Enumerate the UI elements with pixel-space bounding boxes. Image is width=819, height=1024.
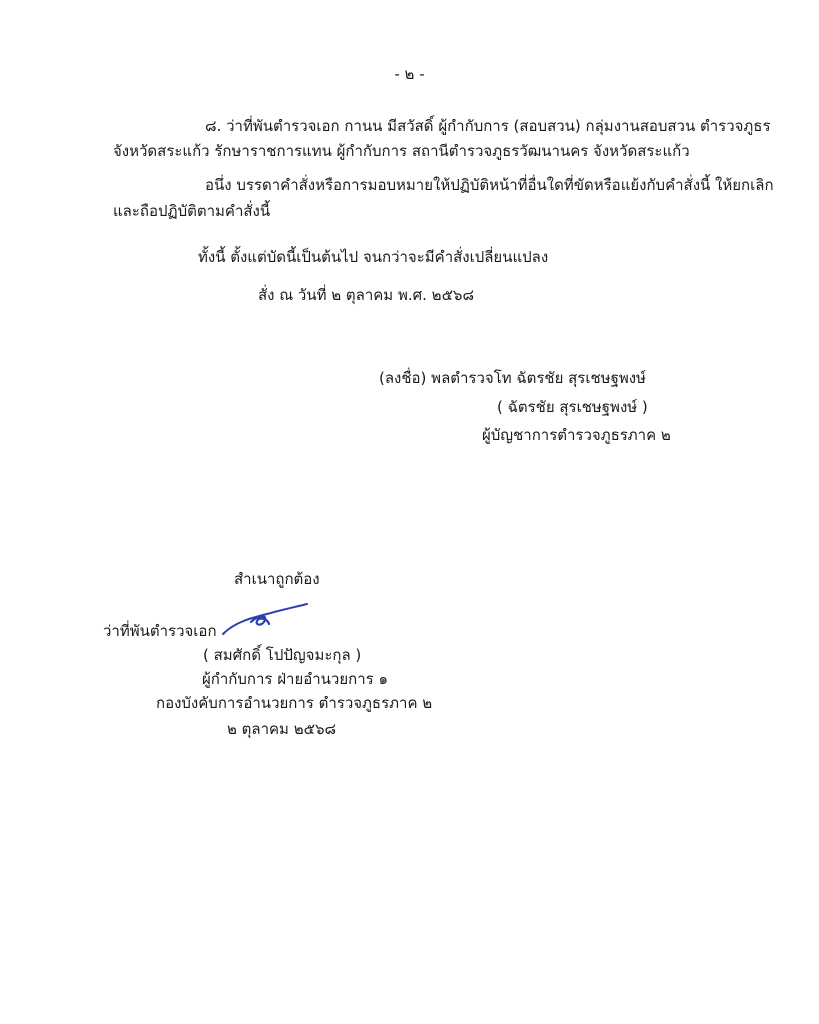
page-number: - ๒ - [394,65,425,83]
signatory-name: ( ฉัตรชัย สุรเชษฐพงษ์ ) [497,398,648,416]
signatory-position: ผู้บัญชาการตำรวจภูธรภาค ๒ [482,426,671,444]
signatory-signed-line: (ลงชื่อ) พลตำรวจโท ฉัตรชัย สุรเชษฐพงษ์ [379,369,646,387]
certified-copy-date: ๒ ตุลาคม ๒๕๖๘ [227,720,337,738]
certified-copy-title: สำเนาถูกต้อง [234,570,320,588]
order-date: สั่ง ณ วันที่ ๒ ตุลาคม พ.ศ. ๒๕๖๘ [258,286,475,304]
revoke-clause-line2: และถือปฏิบัติตามคำสั่งนี้ [113,202,271,220]
item8-line1: ๘. ว่าที่พันตำรวจเอก กานน มีสวัสดิ์ ผู้กำกับการ (สอบสวน) กลุ่มงานสอบสวน ตำรวจภูธร [205,117,771,135]
revoke-clause-line1: อนึ่ง บรรดาคำสั่งหรือการมอบหมายให้ปฏิบัติหน้าที่อื่นใดที่ขัดหรือแย้งกับคำสั่งนี้ ให้ยกเลิก [205,176,774,194]
certifier-division: กองบังคับการอำนวยการ ตำรวจภูธรภาค ๒ [156,694,433,712]
item8-line2: จังหวัดสระแก้ว รักษาราชการแทน ผู้กำกับการ สถานีตำรวจภูธรวัฒนานคร จังหวัดสระแก้ว [113,142,690,160]
certifier-rank: ว่าที่พันตำรวจเอก [103,622,217,640]
certifier-name: ( สมศักดิ์ โปปัญจมะกุล ) [203,646,362,664]
effective-clause: ทั้งนี้ ตั้งแต่บัดนี้เป็นต้นไป จนกว่าจะมีคำสั่งเปลี่ยนแปลง [198,248,549,266]
handwritten-signature [221,600,311,640]
certifier-position: ผู้กำกับการ ฝ่ายอำนวยการ ๑ [202,670,388,688]
